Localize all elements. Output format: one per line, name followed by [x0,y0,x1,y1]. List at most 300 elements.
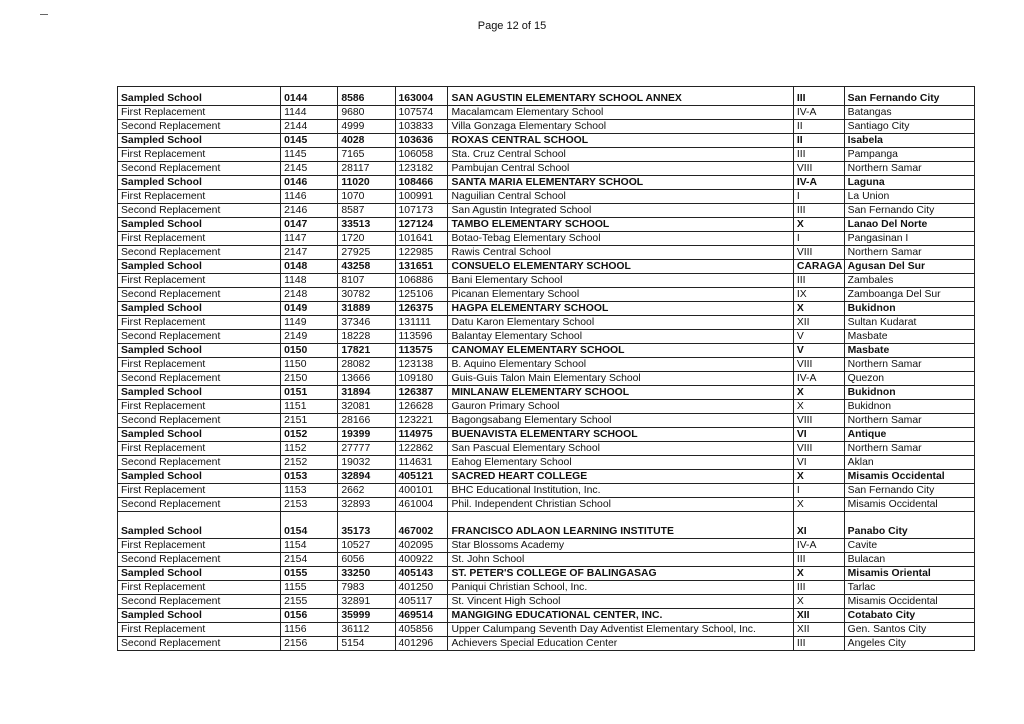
code-cell: 2153 [281,498,338,512]
location-cell: Pampanga [844,148,974,162]
id1-cell: 32891 [338,595,395,609]
region-cell: X [793,386,844,400]
region-cell: XII [793,609,844,623]
region-cell: III [793,87,844,106]
school-name-cell: St. Vincent High School [448,595,793,609]
table-row [118,512,975,539]
id2-cell: 163004 [395,87,448,106]
id2-cell: 127124 [395,218,448,232]
code-cell: 0147 [281,218,338,232]
region-cell: X [793,595,844,609]
id1-cell: 28117 [338,162,395,176]
school-name-cell: Eahog Elementary School [448,456,793,470]
code-cell: 1152 [281,442,338,456]
table-row [118,260,975,274]
code-cell: 2144 [281,120,338,134]
row-type-cell: Second Replacement [118,330,281,344]
location-cell: San Fernando City [844,204,974,218]
location-cell: La Union [844,190,974,204]
region-cell: VIII [793,162,844,176]
school-name-cell: TAMBO ELEMENTARY SCHOOL [448,218,793,232]
code-cell: 1156 [281,623,338,637]
location-cell: Misamis Occidental [844,498,974,512]
id1-cell: 6056 [338,553,395,567]
school-name-cell: Upper Calumpang Seventh Day Adventist Elementary School, Inc. [448,623,793,637]
region-cell: XII [793,623,844,637]
row-type-cell: First Replacement [118,400,281,414]
id2-cell: 107173 [395,204,448,218]
school-name-cell: Picanan Elementary School [448,288,793,302]
location-cell: Angeles City [844,637,974,651]
location-cell: Cavite [844,539,974,553]
id1-cell: 32081 [338,400,395,414]
id1-cell: 1720 [338,232,395,246]
school-name-cell: Datu Karon Elementary School [448,316,793,330]
code-cell: 2156 [281,637,338,651]
school-name-cell: Botao-Tebag Elementary School [448,232,793,246]
code-cell: 2151 [281,414,338,428]
id1-cell: 5154 [338,637,395,651]
location-cell: Zambales [844,274,974,288]
id1-cell: 35999 [338,609,395,623]
table-row [118,581,975,595]
row-type-cell: Second Replacement [118,456,281,470]
row-type-cell: Second Replacement [118,637,281,651]
row-type-cell: First Replacement [118,190,281,204]
row-type-cell: First Replacement [118,539,281,553]
region-cell: X [793,400,844,414]
id1-cell: 1070 [338,190,395,204]
code-cell: 2145 [281,162,338,176]
row-type-cell: Second Replacement [118,162,281,176]
row-type-cell: Second Replacement [118,498,281,512]
code-cell: 1153 [281,484,338,498]
location-cell: Masbate [844,330,974,344]
id2-cell: 469514 [395,609,448,623]
region-cell: III [793,581,844,595]
school-name-cell: Villa Gonzaga Elementary School [448,120,793,134]
row-type-cell: Second Replacement [118,553,281,567]
location-cell: Bukidnon [844,400,974,414]
id2-cell: 113596 [395,330,448,344]
region-cell: I [793,190,844,204]
region-cell: I [793,484,844,498]
region-cell: II [793,134,844,148]
row-type-cell: Sampled School [118,567,281,581]
id2-cell: 467002 [395,512,448,539]
id2-cell: 123182 [395,162,448,176]
location-cell: Masbate [844,344,974,358]
row-type-cell: Sampled School [118,470,281,484]
id2-cell: 101641 [395,232,448,246]
code-cell: 0150 [281,344,338,358]
table-row [118,637,975,651]
region-cell: X [793,498,844,512]
id1-cell: 28082 [338,358,395,372]
table-row [118,204,975,218]
id2-cell: 401250 [395,581,448,595]
school-name-cell: BHC Educational Institution, Inc. [448,484,793,498]
table-row [118,288,975,302]
school-name-cell: ST. PETER'S COLLEGE OF BALINGASAG [448,567,793,581]
row-type-cell: Sampled School [118,302,281,316]
location-cell: Isabela [844,134,974,148]
id2-cell: 405117 [395,595,448,609]
school-name-cell: MINLANAW ELEMENTARY SCHOOL [448,386,793,400]
id1-cell: 8587 [338,204,395,218]
code-cell: 0144 [281,87,338,106]
row-type-cell: First Replacement [118,274,281,288]
table-row [118,106,975,120]
table-row [118,595,975,609]
id2-cell: 106886 [395,274,448,288]
id1-cell: 28166 [338,414,395,428]
id1-cell: 31889 [338,302,395,316]
region-cell: III [793,148,844,162]
id1-cell: 27777 [338,442,395,456]
code-cell: 0153 [281,470,338,484]
id2-cell: 401296 [395,637,448,651]
school-name-cell: FRANCISCO ADLAON LEARNING INSTITUTE [448,512,793,539]
school-name-cell: Phil. Independent Christian School [448,498,793,512]
table-row [118,134,975,148]
location-cell: Bukidnon [844,302,974,316]
school-sample-table-wrap [117,86,975,651]
school-name-cell: ROXAS CENTRAL SCHOOL [448,134,793,148]
school-name-cell: San Agustin Integrated School [448,204,793,218]
region-cell: CARAGA [793,260,844,274]
school-name-cell: Macalamcam Elementary School [448,106,793,120]
table-row [118,302,975,316]
school-name-cell: Achievers Special Education Center [448,637,793,651]
row-type-cell: Sampled School [118,428,281,442]
id2-cell: 461004 [395,498,448,512]
code-cell: 2150 [281,372,338,386]
school-name-cell: MANGIGING EDUCATIONAL CENTER, INC. [448,609,793,623]
code-cell: 0154 [281,512,338,539]
school-name-cell: Sta. Cruz Central School [448,148,793,162]
code-cell: 1147 [281,232,338,246]
location-cell: Northern Samar [844,358,974,372]
row-type-cell: First Replacement [118,358,281,372]
id1-cell: 10527 [338,539,395,553]
school-name-cell: St. John School [448,553,793,567]
school-name-cell: SAN AGUSTIN ELEMENTARY SCHOOL ANNEX [448,87,793,106]
id1-cell: 9680 [338,106,395,120]
table-row [118,414,975,428]
region-cell: X [793,218,844,232]
id2-cell: 103833 [395,120,448,134]
row-type-cell: Sampled School [118,609,281,623]
id1-cell: 19032 [338,456,395,470]
region-cell: X [793,470,844,484]
table-row [118,484,975,498]
school-sample-table [117,86,975,651]
id2-cell: 114975 [395,428,448,442]
table-row [118,539,975,553]
id2-cell: 126375 [395,302,448,316]
region-cell: III [793,553,844,567]
id2-cell: 107574 [395,106,448,120]
location-cell: Agusan Del Sur [844,260,974,274]
table-row [118,344,975,358]
code-cell: 1144 [281,106,338,120]
code-cell: 0156 [281,609,338,623]
location-cell: Northern Samar [844,442,974,456]
id2-cell: 405121 [395,470,448,484]
row-type-cell: Second Replacement [118,595,281,609]
location-cell: Northern Samar [844,162,974,176]
id1-cell: 37346 [338,316,395,330]
location-cell: Bukidnon [844,386,974,400]
region-cell: I [793,232,844,246]
location-cell: San Fernando City [844,484,974,498]
region-cell: III [793,274,844,288]
row-type-cell: Second Replacement [118,120,281,134]
id2-cell: 123138 [395,358,448,372]
code-cell: 0152 [281,428,338,442]
table-row [118,498,975,512]
code-cell: 1146 [281,190,338,204]
id1-cell: 32894 [338,470,395,484]
code-cell: 0151 [281,386,338,400]
id2-cell: 100991 [395,190,448,204]
code-cell: 2152 [281,456,338,470]
table-row [118,428,975,442]
id2-cell: 114631 [395,456,448,470]
id1-cell: 43258 [338,260,395,274]
region-cell: III [793,637,844,651]
table-row [118,148,975,162]
region-cell: V [793,344,844,358]
location-cell: Santiago City [844,120,974,134]
page-number: Page 12 of 15 [477,20,547,32]
row-type-cell: First Replacement [118,148,281,162]
id2-cell: 400922 [395,553,448,567]
id1-cell: 11020 [338,176,395,190]
region-cell: X [793,302,844,316]
location-cell: Cotabato City [844,609,974,623]
region-cell: VIII [793,358,844,372]
code-cell: 0145 [281,134,338,148]
table-row [118,218,975,232]
location-cell: Gen. Santos City [844,623,974,637]
id1-cell: 7165 [338,148,395,162]
id1-cell: 33513 [338,218,395,232]
school-name-cell: SANTA MARIA ELEMENTARY SCHOOL [448,176,793,190]
region-cell: X [793,567,844,581]
school-name-cell: CANOMAY ELEMENTARY SCHOOL [448,344,793,358]
id1-cell: 33250 [338,567,395,581]
table-row [118,470,975,484]
location-cell: Misamis Oriental [844,567,974,581]
table-row [118,609,975,623]
row-type-cell: First Replacement [118,106,281,120]
row-type-cell: Second Replacement [118,372,281,386]
table-row [118,623,975,637]
id2-cell: 405856 [395,623,448,637]
row-type-cell: First Replacement [118,442,281,456]
region-cell: IV-A [793,106,844,120]
row-type-cell: Sampled School [118,176,281,190]
code-cell: 2146 [281,204,338,218]
location-cell: Laguna [844,176,974,190]
id1-cell: 19399 [338,428,395,442]
code-cell: 1150 [281,358,338,372]
id1-cell: 31894 [338,386,395,400]
school-name-cell: Gauron Primary School [448,400,793,414]
code-cell: 1154 [281,539,338,553]
table-row [118,246,975,260]
code-cell: 2148 [281,288,338,302]
location-cell: Quezon [844,372,974,386]
school-name-cell: Paniqui Christian School, Inc. [448,581,793,595]
scan-mark [40,14,48,15]
school-name-cell: Rawis Central School [448,246,793,260]
id1-cell: 35173 [338,512,395,539]
school-name-cell: HAGPA ELEMENTARY SCHOOL [448,302,793,316]
location-cell: Misamis Occidental [844,470,974,484]
id1-cell: 13666 [338,372,395,386]
region-cell: XI [793,512,844,539]
table-row [118,442,975,456]
table-body [118,87,975,651]
location-cell: Antique [844,428,974,442]
location-cell: San Fernando City [844,87,974,106]
table-row [118,456,975,470]
row-type-cell: Second Replacement [118,414,281,428]
table-row [118,274,975,288]
code-cell: 1149 [281,316,338,330]
row-type-cell: Sampled School [118,134,281,148]
id2-cell: 400101 [395,484,448,498]
id2-cell: 103636 [395,134,448,148]
id2-cell: 122862 [395,442,448,456]
row-type-cell: Second Replacement [118,204,281,218]
code-cell: 1151 [281,400,338,414]
location-cell: Bulacan [844,553,974,567]
row-type-cell: Sampled School [118,512,281,539]
table-row [118,162,975,176]
id1-cell: 18228 [338,330,395,344]
id1-cell: 17821 [338,344,395,358]
location-cell: Tarlac [844,581,974,595]
id2-cell: 122985 [395,246,448,260]
location-cell: Northern Samar [844,414,974,428]
region-cell: XII [793,316,844,330]
code-cell: 2147 [281,246,338,260]
row-type-cell: Sampled School [118,218,281,232]
region-cell: VIII [793,442,844,456]
location-cell: Aklan [844,456,974,470]
school-name-cell: Guis-Guis Talon Main Elementary School [448,372,793,386]
region-cell: VI [793,428,844,442]
table-row [118,358,975,372]
row-type-cell: First Replacement [118,232,281,246]
school-name-cell: Balantay Elementary School [448,330,793,344]
school-name-cell: BUENAVISTA ELEMENTARY SCHOOL [448,428,793,442]
id2-cell: 131111 [395,316,448,330]
school-name-cell: San Pascual Elementary School [448,442,793,456]
region-cell: VI [793,456,844,470]
location-cell: Sultan Kudarat [844,316,974,330]
table-row [118,232,975,246]
row-type-cell: Sampled School [118,87,281,106]
school-name-cell: B. Aquino Elementary School [448,358,793,372]
school-name-cell: Star Blossoms Academy [448,539,793,553]
code-cell: 2155 [281,595,338,609]
row-type-cell: First Replacement [118,581,281,595]
region-cell: IV-A [793,176,844,190]
region-cell: II [793,120,844,134]
row-type-cell: First Replacement [118,623,281,637]
id2-cell: 125106 [395,288,448,302]
id2-cell: 106058 [395,148,448,162]
code-cell: 0155 [281,567,338,581]
region-cell: V [793,330,844,344]
id1-cell: 4028 [338,134,395,148]
location-cell: Batangas [844,106,974,120]
location-cell: Misamis Occidental [844,595,974,609]
table-row [118,567,975,581]
code-cell: 2149 [281,330,338,344]
code-cell: 1145 [281,148,338,162]
table-row [118,372,975,386]
location-cell: Panabo City [844,512,974,539]
id1-cell: 36112 [338,623,395,637]
id2-cell: 123221 [395,414,448,428]
table-row [118,316,975,330]
code-cell: 2154 [281,553,338,567]
table-row [118,176,975,190]
id2-cell: 126387 [395,386,448,400]
id2-cell: 131651 [395,260,448,274]
table-row [118,190,975,204]
table-row [118,120,975,134]
id2-cell: 126628 [395,400,448,414]
id1-cell: 2662 [338,484,395,498]
id1-cell: 27925 [338,246,395,260]
row-type-cell: First Replacement [118,316,281,330]
table-row [118,553,975,567]
region-cell: IX [793,288,844,302]
code-cell: 0149 [281,302,338,316]
table-row [118,330,975,344]
school-name-cell: Pambujan Central School [448,162,793,176]
id2-cell: 405143 [395,567,448,581]
location-cell: Northern Samar [844,246,974,260]
table-row [118,386,975,400]
location-cell: Zamboanga Del Sur [844,288,974,302]
id1-cell: 7983 [338,581,395,595]
id1-cell: 8107 [338,274,395,288]
code-cell: 0146 [281,176,338,190]
location-cell: Pangasinan I [844,232,974,246]
row-type-cell: Second Replacement [118,288,281,302]
school-name-cell: Bagongsabang Elementary School [448,414,793,428]
id1-cell: 32893 [338,498,395,512]
table-row [118,87,975,106]
region-cell: III [793,204,844,218]
id1-cell: 8586 [338,87,395,106]
row-type-cell: First Replacement [118,484,281,498]
region-cell: IV-A [793,372,844,386]
school-name-cell: CONSUELO ELEMENTARY SCHOOL [448,260,793,274]
row-type-cell: Sampled School [118,386,281,400]
table-row [118,400,975,414]
row-type-cell: Sampled School [118,344,281,358]
row-type-cell: Second Replacement [118,246,281,260]
